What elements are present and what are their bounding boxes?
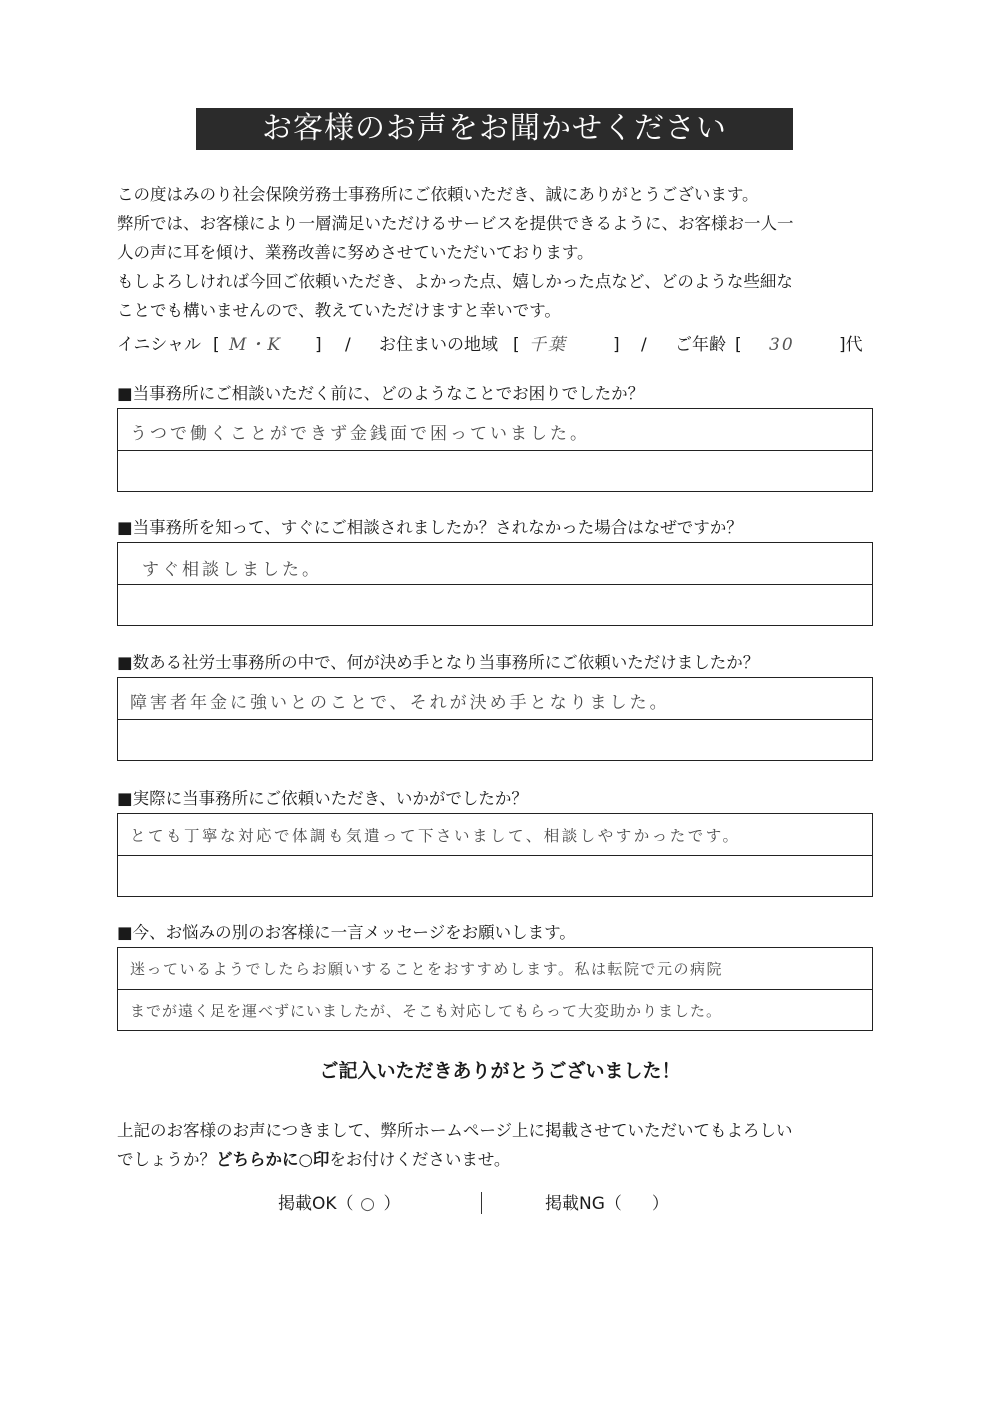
answer-5-line-1: 迷っているようでしたらお願いすることをおすすめします。私は転院で元の病院 xyxy=(130,960,723,978)
publish-instruction: どちらかに○印 xyxy=(216,1150,330,1169)
answer-box-2[interactable] xyxy=(117,542,873,626)
intro-line: ことでも構いませんので、教えていただけますと幸いです。 xyxy=(117,301,561,320)
initial-close-bracket: ] xyxy=(315,335,322,355)
answer-box-1[interactable] xyxy=(117,408,873,492)
publish-ok-option[interactable] xyxy=(278,1190,401,1218)
region-label: お住まいの地域 xyxy=(379,335,498,355)
publish-ng-close: ） xyxy=(651,1194,669,1214)
answer-divider xyxy=(118,450,872,451)
answer-4-line-1: とても丁寧な対応で体調も気遣って下さいまして、相談しやすかったです。 xyxy=(130,827,741,845)
question-1-label: ■当事務所にご相談いただく前に、どのようなことでお困りでしたか？ xyxy=(117,384,645,403)
publish-consent-text xyxy=(117,1116,897,1174)
option-divider xyxy=(481,1192,482,1214)
page-title: お客様のお声をお聞かせください xyxy=(196,108,793,150)
publish-line-1: 上記のお客様のお声につきまして、弊所ホームページ上に掲載させていただいてもよろしい xyxy=(117,1121,793,1140)
separator: / xyxy=(641,335,647,355)
region-open-bracket: [ xyxy=(513,335,520,355)
intro-line: 弊所では、お客様により一層満足いただけるサービスを提供できるように、お客様お一人一 xyxy=(117,214,794,233)
question-5-label: ■今、お悩みの別のお客様に一言メッセージをお願いします。 xyxy=(117,923,576,942)
answer-divider xyxy=(118,989,872,990)
answer-box-3[interactable] xyxy=(117,677,873,761)
intro-line: もしよろしければ今回ご依頼いただき、よかった点、嬉しかった点など、どのような些細な xyxy=(117,272,793,291)
answer-3-line-1: 障害者年金に強いとのことで、それが決め手となりました。 xyxy=(130,693,670,713)
publish-line-2 xyxy=(117,1145,897,1174)
answer-box-5[interactable] xyxy=(117,947,873,1031)
answer-divider xyxy=(118,719,872,720)
answer-5-line-2: までが遠く足を運べずにいましたが、そこも対応してもらって大変助かりました。 xyxy=(130,1002,723,1020)
thanks-message: ご記入いただきありがとうございました！ xyxy=(319,1060,681,1082)
initial-open-bracket: [ xyxy=(213,335,220,355)
intro-line: この度はみのり社会保険労務士事務所にご依頼いただき、誠にありがとうございます。 xyxy=(117,185,759,204)
publish-line-2-suffix: をお付けくださいませ。 xyxy=(329,1150,511,1169)
age-value[interactable]: 30 xyxy=(769,335,795,355)
customer-info-row xyxy=(117,330,887,360)
age-close-bracket: ]代 xyxy=(839,335,863,355)
question-2-label: ■当事務所を知って、すぐにご相談されましたか？されなかった場合はなぜですか？ xyxy=(117,518,743,537)
region-close-bracket: ] xyxy=(613,335,620,355)
answer-box-4[interactable] xyxy=(117,813,873,897)
publish-line-2-prefix: でしょうか？ xyxy=(117,1150,216,1169)
answer-1-line-1: うつで働くことができず金銭面で困っていました。 xyxy=(130,424,590,444)
intro-line: 人の声に耳を傾け、業務改善に努めさせていただいております。 xyxy=(117,243,594,262)
publish-ok-mark[interactable]: ○ xyxy=(360,1194,377,1214)
intro-text xyxy=(117,180,887,325)
publish-ok-label: 掲載OK（ xyxy=(278,1194,354,1214)
answer-divider xyxy=(118,855,872,856)
publish-ok-close: ） xyxy=(383,1194,401,1214)
initial-value[interactable]: M・K xyxy=(229,335,283,355)
question-4-label: ■実際に当事務所にご依頼いただき、いかがでしたか？ xyxy=(117,789,528,808)
question-3-label: ■数ある社労士事務所の中で、何が決め手となり当事務所にご依頼いただけましたか？ xyxy=(117,653,760,672)
publish-ng-option[interactable] xyxy=(545,1190,669,1218)
age-label: ご年齢 xyxy=(675,335,726,355)
answer-2-line-1: すぐ相談しました。 xyxy=(142,560,322,580)
publish-ng-label: 掲載NG（ xyxy=(545,1194,622,1214)
answer-divider xyxy=(118,584,872,585)
separator: / xyxy=(345,335,351,355)
initial-label: イニシャル xyxy=(117,335,201,355)
region-value[interactable]: 千葉 xyxy=(529,335,567,355)
age-open-bracket: [ xyxy=(735,335,742,355)
